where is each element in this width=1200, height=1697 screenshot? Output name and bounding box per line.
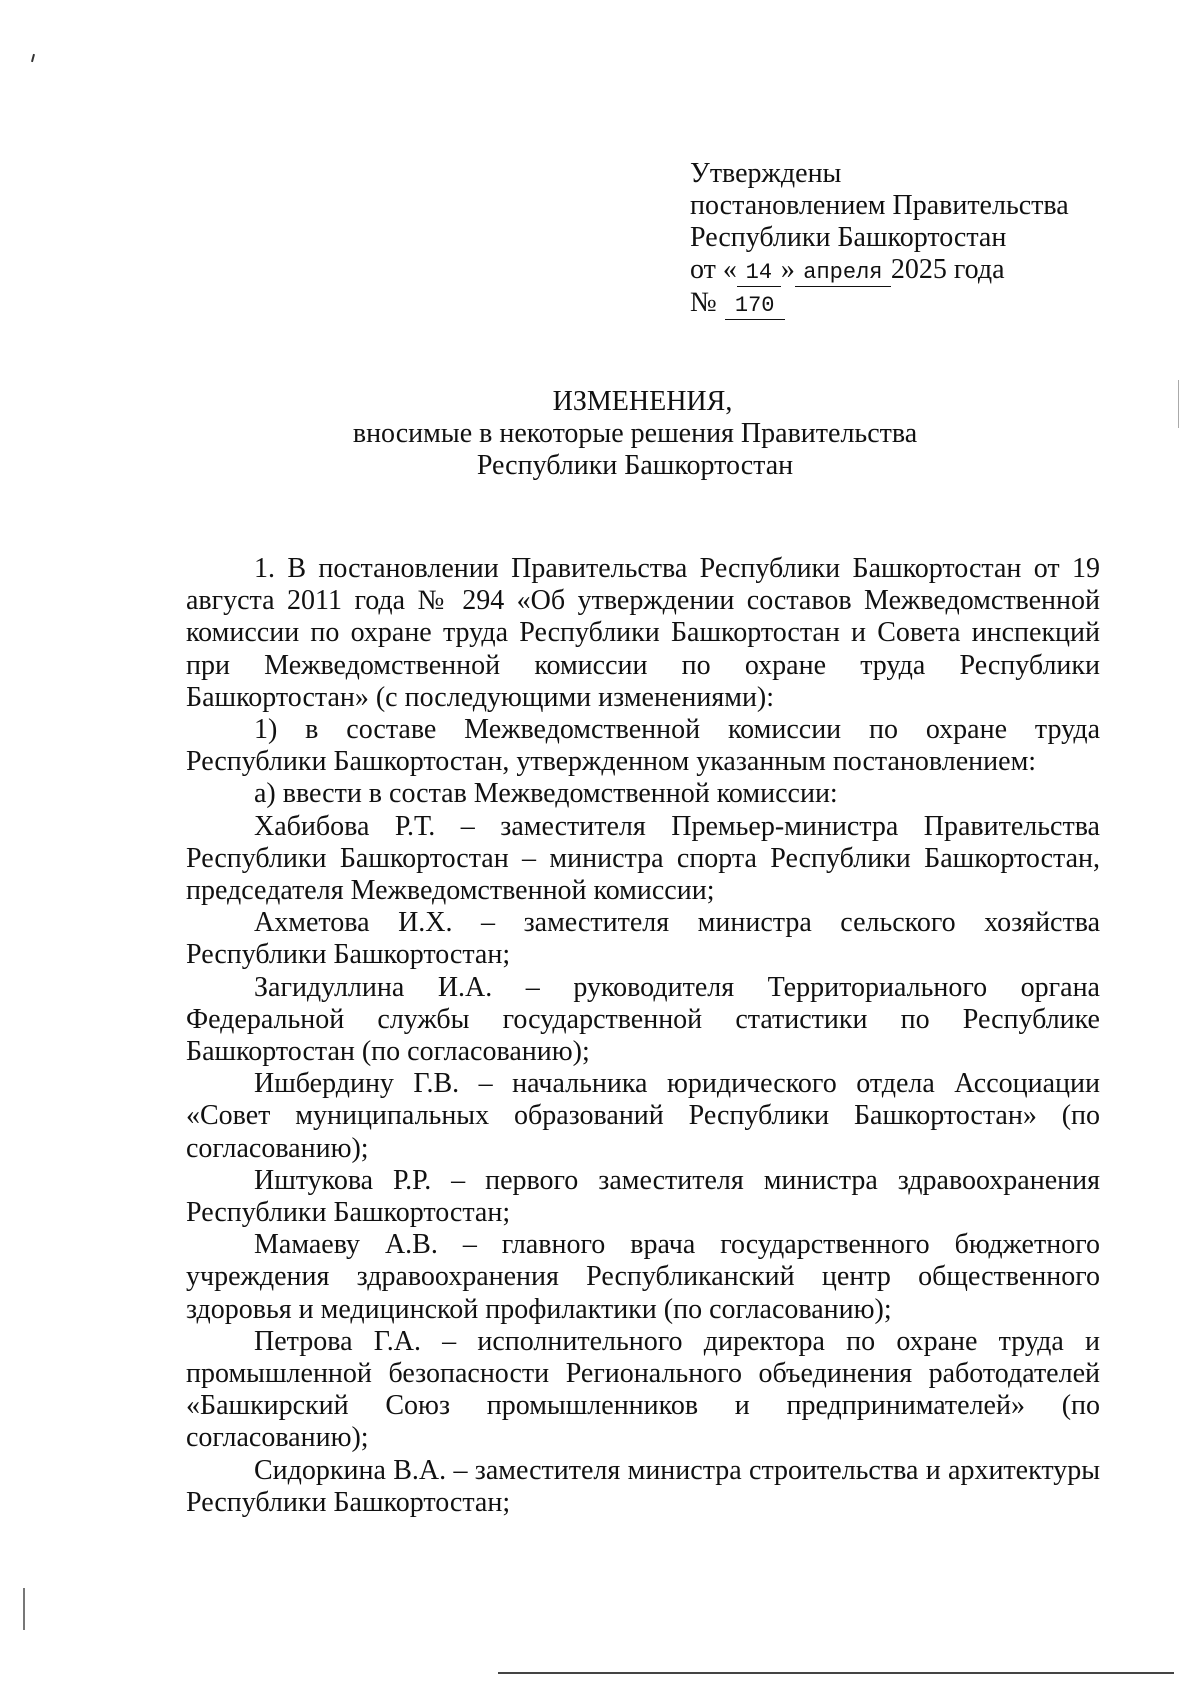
document-body: [186, 553, 1100, 1519]
scan-left-mark: [23, 1588, 25, 1630]
document-title: [0, 386, 1200, 482]
member-entry: Иштукова Р.Р. – первого заместителя министра здравоохранения Республики Башкортостан;: [186, 1164, 1100, 1229]
member-entry: Сидоркина В.А. – заместителя министра строительства и архитектуры Республики Башкортостан;: [186, 1454, 1100, 1518]
approval-line-2: постановлением Правительства: [690, 190, 1069, 221]
scan-speck: [31, 54, 35, 62]
footer-rule: [498, 1672, 1174, 1674]
approval-number: 170: [725, 293, 785, 320]
paragraph-3: а) ввести в состав Межведомственной комиссии:: [254, 778, 838, 810]
member-entry: Ахметова И.Х. – заместителя министра сельского хозяйства Республики Башкортостан;: [186, 907, 1100, 971]
paragraph-2: 1) в составе Межведомственной комиссии по охране труда Республики Башкортостан, утвержденном указанным постановлением:: [186, 714, 1100, 778]
approval-date-line: [690, 254, 1069, 287]
approval-line-1: Утверждены: [690, 158, 842, 189]
member-entry: Мамаеву А.В. – главного врача государственного бюджетного учреждения здравоохранения Республиканский центр общественного здоровья и медицинской профилактики (по согласованию);: [186, 1229, 1100, 1325]
date-prefix: от «: [690, 254, 737, 285]
member-entry: Загидуллина И.А. – руководителя Территориального органа Федеральной службы государственной статистики по Республике Башкортостан (по согласованию);: [186, 971, 1100, 1068]
member-entry: Хабибова Р.Т. – заместителя Премьер-министра Правительства Республики Башкортостан – министра спорта Республики Башкортостан, председателя Межведомственной комиссии;: [186, 810, 1100, 907]
approval-month: апреля: [795, 260, 891, 287]
approval-stamp: [690, 158, 1069, 320]
approval-line-3: Республики Башкортостан: [690, 222, 1007, 253]
number-prefix: №: [690, 287, 717, 318]
quote-close: »: [780, 254, 795, 285]
title-subheading: вносимые в некоторые решения Правительства: [352, 418, 918, 449]
member-entry: Ишбердину Г.В. – начальника юридического отдела Ассоциации «Совет муниципальных образований Республики Башкортостан» (по согласованию);: [186, 1068, 1100, 1164]
approval-year: 2025 года: [890, 254, 1005, 285]
title-heading: ИЗМЕНЕНИЯ,: [552, 386, 733, 417]
approval-day: 14: [737, 260, 781, 287]
title-subheading-2: Республики Башкортостан: [476, 450, 794, 481]
member-entry: Петрова Г.А. – исполнительного директора по охране труда и промышленной безопасности Регионального объединения работодателей «Башкирский Союз промышленников и предпринимателей» (по согласованию);: [186, 1325, 1100, 1454]
approval-number-line: [690, 287, 1069, 320]
paragraph-1: 1. В постановлении Правительства Республики Башкортостан от 19 августа 2011 года № 294 «Об утверждении составов Межведомственной комиссии по охране труда Республики Башкортостан и Совета инспекций при Межведомственной комиссии по охране труда Республики Башкортостан» (с последующими изменениями):: [186, 553, 1100, 713]
